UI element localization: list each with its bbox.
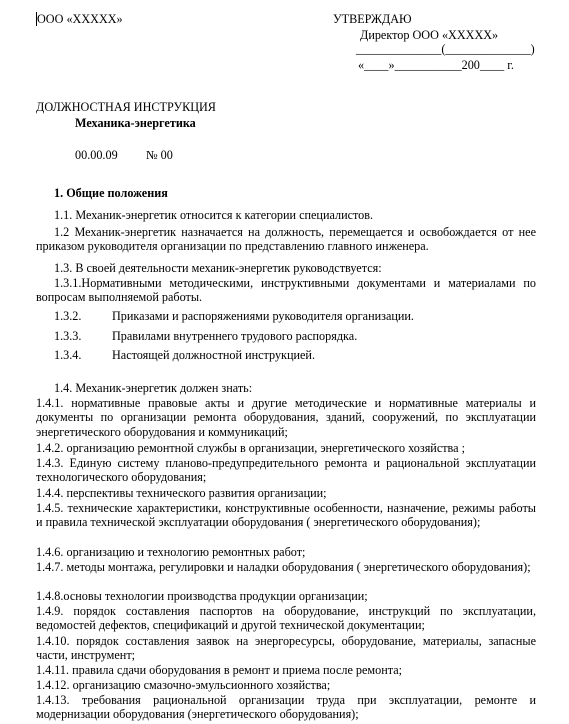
- knowledge-item-12: 1.4.12. организацию смазочно-эмульсионного хозяйства;: [36, 678, 331, 692]
- knowledge-item-1: 1.4.1. нормативные правовые акты и другие методические и нормативные материалы и документы по организации ремонта оборудования, зданий, сооружений, по эксплуатации энергетического оборудования и коммуникаций;: [36, 396, 536, 439]
- knowledge-item-8: 1.4.8.основы технологии производства продукции организации;: [36, 589, 368, 603]
- knowledge-item-4: 1.4.4. перспективы технического развития организации;: [36, 486, 327, 500]
- item-1-3-2-text: Приказами и распоряжениями руководителя организации.: [112, 309, 414, 323]
- signature-line: ______________(______________): [356, 42, 535, 56]
- knowledge-item-9: 1.4.9. порядок составления паспортов на оборудование, инструкций по эксплуатации, ведомостей дефектов, спецификаций и другой технической документации;: [36, 604, 536, 633]
- item-1-3-3-number: 1.3.3.: [54, 329, 82, 343]
- item-1-3-2-number: 1.3.2.: [54, 309, 82, 323]
- knowledge-item-3: 1.4.3. Единую систему планово-предупредительного ремонта и рациональной эксплуатации технологического оборудования;: [36, 456, 536, 485]
- item-1-3-4-text: Настоящей должностной инструкцией.: [112, 348, 315, 362]
- knowledge-item-2: 1.4.2. организацию ремонтной службы в организации, энергетического хозяйства ;: [36, 441, 465, 455]
- company-name: ООО «XXXXX»: [37, 12, 123, 26]
- doc-title: ДОЛЖНОСТНАЯ ИНСТРУКЦИЯ: [36, 100, 216, 114]
- director-line: Директор ООО «XXXXX»: [360, 28, 499, 42]
- paragraph-1-1: 1.1. Механик-энергетик относится к категории специалистов.: [54, 208, 374, 222]
- paragraph-1-4: 1.4. Механик-энергетик должен знать:: [54, 381, 253, 395]
- item-1-3-3-text: Правилами внутреннего трудового распорядка.: [112, 329, 358, 343]
- knowledge-item-10: 1.4.10. порядок составления заявок на энергоресурсы, оборудование, материалы, запасные части, инструмент;: [36, 634, 536, 663]
- knowledge-item-5: 1.4.5. технические характеристики, конструктивные особенности, назначение, режимы работы и правила технической эксплуатации оборудования ( энергетического оборудования);: [36, 501, 536, 530]
- doc-number: № 00: [146, 148, 173, 162]
- paragraph-1-2: 1.2 Механик-энергетик назначается на должность, перемещается и освобождается от нее приказом руководителя организации по представлению главного инженера.: [36, 225, 536, 254]
- knowledge-item-11: 1.4.11. правила сдачи оборудования в ремонт и приема после ремонта;: [36, 663, 402, 677]
- knowledge-item-6: 1.4.6. организацию и технологию ремонтных работ;: [36, 545, 306, 559]
- doc-subtitle: Механика-энергетика: [75, 116, 196, 130]
- section-heading: 1. Общие положения: [54, 186, 168, 200]
- knowledge-item-13: 1.4.13. требования рациональной организации труда при эксплуатации, ремонте и модернизации оборудования (энергетического оборудования);: [36, 693, 536, 722]
- paragraph-1-3: 1.3. В своей деятельности механик-энергетик руководствуется:: [54, 261, 382, 275]
- date-line: «____»___________200____ г.: [358, 58, 514, 72]
- knowledge-item-7: 1.4.7. методы монтажа, регулировки и наладки оборудования ( энергетического оборудования);: [36, 560, 531, 574]
- approval-label: УТВЕРЖДАЮ: [333, 12, 412, 26]
- paragraph-1-3-1: 1.3.1.Нормативными методическими, инструктивными документами и материалами по вопросам выполняемой работы.: [36, 276, 536, 305]
- doc-date: 00.00.09: [75, 148, 118, 162]
- item-1-3-4-number: 1.3.4.: [54, 348, 82, 362]
